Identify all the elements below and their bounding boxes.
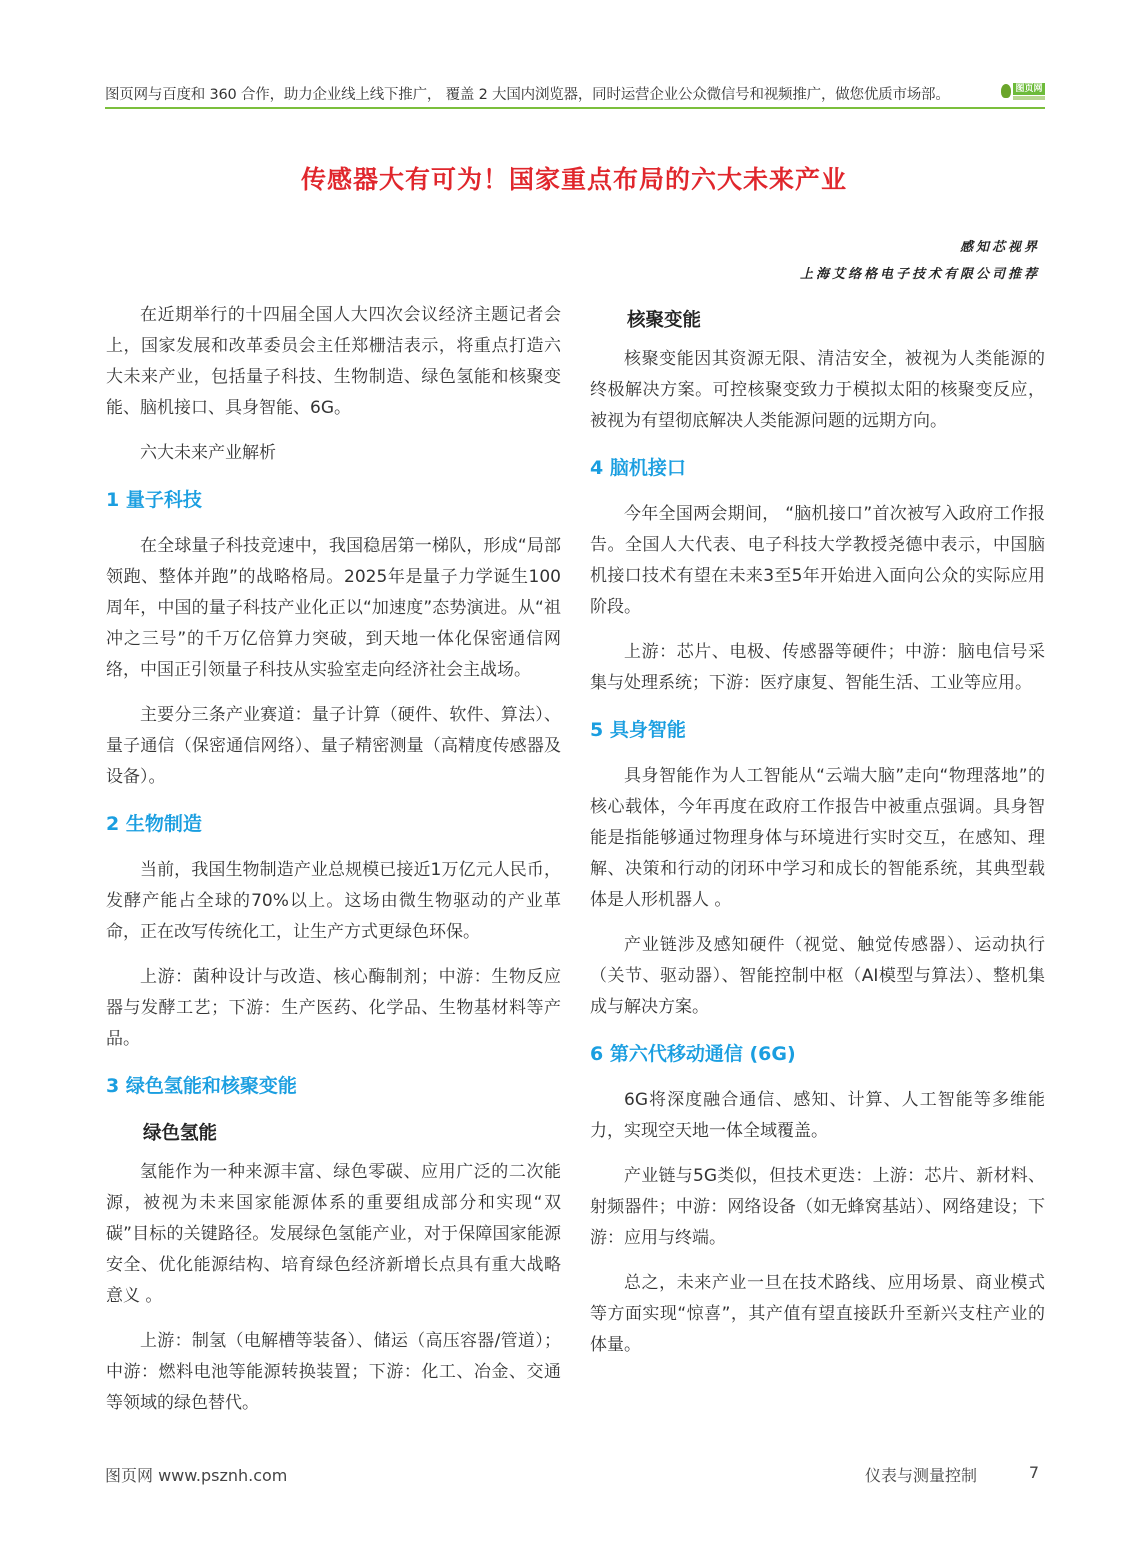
section-heading: 6 第六代移动通信 (6G): [590, 1043, 796, 1065]
right-column: [590, 300, 1045, 1375]
footer-magazine-name: 仪表与测量控制: [864, 1466, 977, 1485]
paragraph: 产业链与5G类似，但技术更迭：上游：芯片、新材料、射频器件；中游：网络设备（如无蜂窝基站）、网络建设；下游：应用与终端。: [590, 1166, 1045, 1248]
paragraph: 六大未来产业解析: [140, 443, 276, 463]
page-header: [105, 80, 1045, 106]
section-heading: 1 量子科技: [106, 489, 202, 511]
header-divider: [105, 107, 1045, 109]
paragraph: 当前，我国生物制造产业总规模已接近1万亿元人民币，发酵产能占全球的70%以上。这场由微生物驱动的产业革命，正在改写传统化工，让生产方式更绿色环保。: [106, 860, 561, 942]
subsection-heading: 核聚变能: [627, 310, 702, 331]
section-heading: 3 绿色氢能和核聚变能: [106, 1075, 297, 1097]
paragraph: 总之，未来产业一旦在技术路线、应用场景、商业模式等方面实现“惊喜”，其产值有望直接跃升至新兴支柱产业的体量。: [590, 1273, 1045, 1355]
section-heading: 5 具身智能: [590, 719, 686, 741]
paragraph: 上游：芯片、电极、传感器等硬件；中游：脑电信号采集与处理系统；下游：医疗康复、智能生活、工业等应用。: [590, 642, 1045, 693]
subsection-heading: 绿色氢能: [143, 1123, 218, 1144]
paragraph: 主要分三条产业赛道：量子计算（硬件、软件、算法）、量子通信（保密通信网络）、量子精密测量（高精度传感器及设备）。: [106, 705, 561, 787]
paragraph: 在近期举行的十四届全国人大四次会议经济主题记者会上，国家发展和改革委员会主任郑栅洁表示，将重点打造六大未来产业，包括量子科技、生物制造、绿色氢能和核聚变能、脑机接口、具身智能、6G。: [106, 305, 561, 418]
left-column: [106, 300, 561, 1433]
paragraph: 氢能作为一种来源丰富、绿色零碳、应用广泛的二次能源，被视为未来国家能源体系的重要组成部分和实现“双碳”目标的关键路径。发展绿色氢能产业，对于保障国家能源安全、优化能源结构、培育绿色经济新增长点具有重大战略意义 。: [106, 1162, 561, 1306]
article-recommender: 上海艾络格电子技术有限公司推荐: [799, 267, 1040, 282]
logo-url-strip: [1013, 96, 1045, 100]
page-number: 7: [1028, 1463, 1039, 1482]
paragraph: 上游：菌种设计与改造、核心酶制剂；中游：生物反应器与发酵工艺；下游：生产医药、化学品、生物基材料等产品。: [106, 967, 561, 1049]
section-heading: 2 生物制造: [106, 813, 202, 835]
header-banner-text: 图页网与百度和 360 合作，助力企业线上线下推广， 覆盖 2 大国内浏览器，同时运营企业公众微信号和视频推广，做您优质市场部。: [105, 87, 950, 103]
section-heading: 4 脑机接口: [590, 457, 686, 479]
site-logo[interactable]: [1001, 82, 1045, 102]
footer-site-link[interactable]: 图页网 www.psznh.com: [105, 1466, 288, 1485]
paragraph: 核聚变能因其资源无限、清洁安全，被视为人类能源的终极解决方案。可控核聚变致力于模拟太阳的核聚变反应，被视为有望彻底解决人类能源问题的远期方向。: [590, 349, 1045, 431]
leaf-icon: [1001, 84, 1011, 98]
paragraph: 在全球量子科技竞速中，我国稳居第一梯队，形成“局部领跑、整体并跑”的战略格局。2025年是量子力学诞生100周年，中国的量子科技产业化正以“加速度”态势演进。从“祖冲之三号”的千万亿倍算力突破，到天地一体化保密通信网络，中国正引领量子科技从实验室走向经济社会主战场。: [106, 536, 561, 680]
paragraph: 产业链涉及感知硬件（视觉、触觉传感器）、运动执行（关节、驱动器）、智能控制中枢（AI模型与算法）、整机集成与解决方案。: [590, 935, 1045, 1017]
paragraph: 上游：制氢（电解槽等装备）、储运（高压容器/管道）；中游：燃料电池等能源转换装置；下游：化工、冶金、交通等领域的绿色替代。: [106, 1331, 561, 1413]
paragraph: 今年全国两会期间， “脑机接口”首次被写入政府工作报告。全国人大代表、电子科技大学教授尧德中表示，中国脑机接口技术有望在未来3至5年开始进入面向公众的实际应用阶段。: [590, 504, 1045, 617]
paragraph: 6G将深度融合通信、感知、计算、人工智能等多维能力，实现空天地一体全域覆盖。: [590, 1090, 1045, 1141]
article-source: 感知芯视界: [959, 240, 1040, 255]
page-footer: [105, 1463, 1045, 1487]
logo-text: 图页网: [1013, 83, 1045, 95]
article-title: 传感器大有可为！国家重点布局的六大未来产业: [300, 165, 847, 194]
paragraph: 具身智能作为人工智能从“云端大脑”走向“物理落地”的核心载体，今年再度在政府工作报告中被重点强调。具身智能是指能够通过物理身体与环境进行实时交互，在感知、理解、决策和行动的闭环中学习和成长的智能系统，其典型载体是人形机器人 。: [590, 766, 1045, 910]
